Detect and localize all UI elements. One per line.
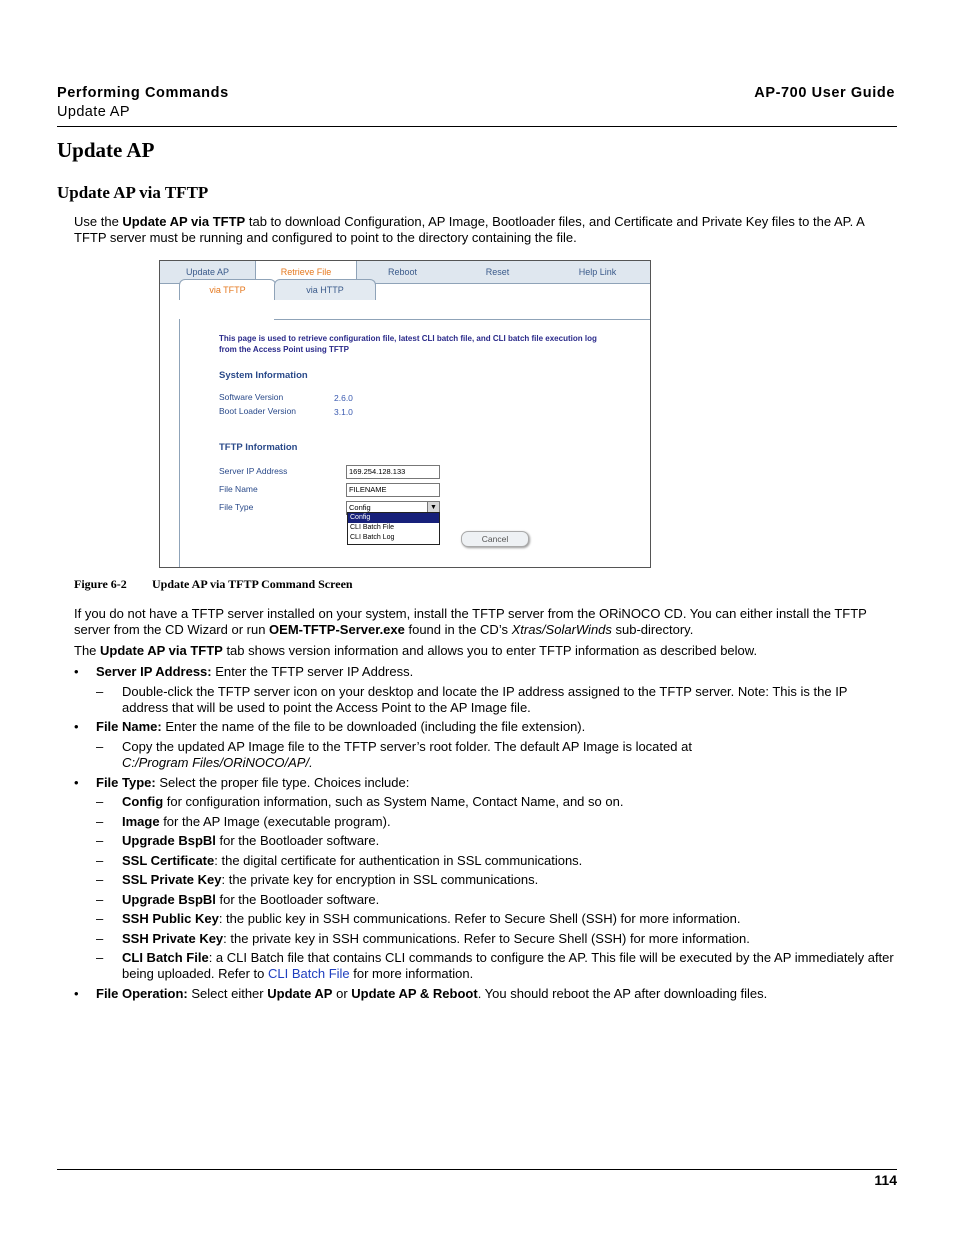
software-version-value: 2.6.0 xyxy=(334,393,353,403)
file-type-choice: SSL Certificate: the digital certificate for authentication in SSL communications. xyxy=(122,853,583,868)
file-name-label: File Name xyxy=(219,484,258,494)
file-type-choice: SSH Public Key: the public key in SSH communications. Refer to Secure Shell (SSH) for more information. xyxy=(122,911,741,926)
server-ip-input[interactable]: 169.254.128.133 xyxy=(346,465,440,479)
dash: – xyxy=(96,931,104,946)
dash: – xyxy=(96,950,104,965)
running-header-guide: AP-700 User Guide xyxy=(754,85,895,101)
option-cli-batch-file[interactable]: CLI Batch File xyxy=(350,524,394,531)
running-header-subsection: Update AP xyxy=(57,104,130,120)
bootloader-version-value: 3.1.0 xyxy=(334,407,353,417)
dash: – xyxy=(96,872,104,887)
file-type-choice-cli: CLI Batch File: a CLI Batch file that contains CLI commands to configure the AP. This file will be executed by the AP immediately after being uploaded. Refer to CLI Batch File for more information. xyxy=(122,950,894,981)
chevron-down-icon[interactable]: ▼ xyxy=(427,502,439,514)
file-type-choice: Config for configuration information, such as System Name, Contact Name, and so on. xyxy=(122,794,624,809)
tab-help-link[interactable]: Help Link xyxy=(578,267,617,277)
dash: – xyxy=(96,684,104,699)
tab-reset[interactable]: Reset xyxy=(485,267,510,277)
file-type-choice: SSH Private Key: the private key in SSH communications. Refer to Secure Shell (SSH) for more information. xyxy=(122,931,750,946)
subtab-via-http[interactable]: via HTTP xyxy=(274,279,376,300)
figure-screenshot xyxy=(159,260,651,568)
software-version-label: Software Version xyxy=(219,392,284,402)
file-type-selected: Config xyxy=(349,503,371,512)
page-number: 114 xyxy=(874,1172,897,1188)
dash: – xyxy=(96,853,104,868)
bullet: • xyxy=(74,719,79,734)
file-type-choice: Upgrade BspBl for the Bootloader software. xyxy=(122,833,380,848)
system-info-heading: System Information xyxy=(219,370,308,381)
file-type-choice: Upgrade BspBl for the Bootloader software. xyxy=(122,892,380,907)
dash: – xyxy=(96,739,104,754)
file-name-input[interactable]: FILENAME xyxy=(346,483,440,497)
footer-rule xyxy=(57,1169,897,1170)
list-item-file-type: File Type: Select the proper file type. Choices include: xyxy=(96,775,410,790)
dash: – xyxy=(96,911,104,926)
dash: – xyxy=(96,814,104,829)
tab-update-ap[interactable]: Update AP xyxy=(185,267,230,277)
file-type-choice: SSL Private Key: the private key for encryption in SSL communications. xyxy=(122,872,539,887)
option-cli-batch-log[interactable]: CLI Batch Log xyxy=(350,534,395,541)
tab-retrieve-file[interactable]: Retrieve File xyxy=(255,261,357,284)
server-ip-label: Server IP Address xyxy=(219,466,288,476)
header-rule xyxy=(57,126,897,127)
sub-item-file-name: Copy the updated AP Image file to the TFTP server’s root folder. The default AP Image is located at C:/Program Files/ORiNOCO/AP/. xyxy=(122,739,692,770)
file-type-dropdown xyxy=(347,512,440,545)
running-header-section: Performing Commands xyxy=(57,85,229,101)
sub-item-server-ip: Double-click the TFTP server icon on your desktop and locate the IP address assigned to the TFTP server. Note: This is the IP address that will be used to point the Access Point to the AP Image file. xyxy=(122,684,848,715)
figure-caption: Figure 6-2 Update AP via TFTP Command Screen xyxy=(74,577,353,591)
tftp-install-paragraph: If you do not have a TFTP server installed on your system, install the TFTP server from the ORiNOCO CD. You can either install the TFTP server from the CD Wizard or run OEM-TFTP-Server.exe found in the CD’s Xtras/SolarWinds sub-directory. xyxy=(74,606,867,637)
list-item-server-ip: Server IP Address: Enter the TFTP server IP Address. xyxy=(96,664,414,679)
dash: – xyxy=(96,794,104,809)
file-type-label: File Type xyxy=(219,502,254,512)
option-config[interactable]: Config xyxy=(348,513,439,523)
bullet: • xyxy=(74,664,79,679)
file-type-choice: Image for the AP Image (executable program). xyxy=(122,814,391,829)
bullet: • xyxy=(74,986,79,1001)
page-note: This page is used to retrieve configuration file, latest CLI batch file, and CLI batch file execution log from the Access Point using TFTP xyxy=(219,334,597,354)
dash: – xyxy=(96,833,104,848)
cli-batch-file-link[interactable]: CLI Batch File xyxy=(268,966,350,981)
tab-description-paragraph: The Update AP via TFTP tab shows version information and allows you to enter TFTP information as described below. xyxy=(74,643,758,658)
dash: – xyxy=(96,892,104,907)
subtab-via-tftp[interactable]: via TFTP xyxy=(179,279,276,300)
list-item-file-name: File Name: Enter the name of the file to be downloaded (including the file extension). xyxy=(96,719,586,734)
bootloader-version-label: Boot Loader Version xyxy=(219,406,297,416)
intro-paragraph: Use the Update AP via TFTP tab to download Configuration, AP Image, Bootloader files, and Certificate and Private Key files to the AP. A TFTP server must be running and configured to point to the directory containing the file. xyxy=(74,214,865,245)
section-title: Update AP via TFTP xyxy=(57,183,209,202)
bullet: • xyxy=(74,775,79,790)
tftp-info-heading: TFTP Information xyxy=(219,442,298,453)
tab-reboot[interactable]: Reboot xyxy=(387,267,418,277)
page-title: Update AP xyxy=(57,138,155,162)
list-item-file-operation: File Operation: Select either Update AP or Update AP & Reboot. You should reboot the AP after downloading files. xyxy=(96,986,768,1001)
cancel-button[interactable]: Cancel xyxy=(461,531,529,547)
